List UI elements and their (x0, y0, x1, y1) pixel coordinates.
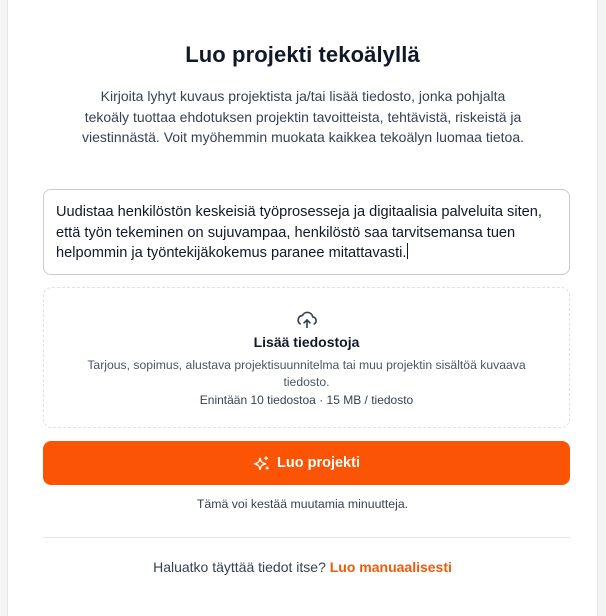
dropzone-help-text: Tarjous, sopimus, alustava projektisuunnitelma tai muu projektin sisältöä kuvaava tiedosto. (87, 358, 526, 389)
manual-create-question: Haluatko täyttää tiedot itse? (153, 559, 326, 575)
duration-note: Tämä voi kestää muutamia minuutteja. (196, 497, 409, 511)
create-manually-link[interactable]: Luo manuaalisesti (329, 559, 452, 575)
page-subtitle: Kirjoita lyhyt kuvaus projektista ja/tai lisää tiedosto, jonka pohjalta tekoäly tuottaa ehdotuksen projektin tavoitteista, tehtävistä, riskeistä ja viestinnästä. Voit myöhemmin muokata kaikkea tekoälyn luomaa tietoa. (81, 88, 524, 145)
project-description-text: Uudistaa henkilöstön keskeisiä työprosesseja ja digitaalisia palveluita siten, että työn tekeminen on sujuvampaa, henkilöstö saa tarvitsemansa tuen helpommin ja työntekijäkokemus paranee mitattavasti. (56, 204, 542, 262)
create-project-button[interactable] (43, 441, 570, 485)
sparkle-icon (253, 455, 270, 472)
project-description-input[interactable] (43, 189, 570, 275)
cloud-upload-icon (296, 309, 318, 331)
file-dropzone[interactable] (43, 287, 570, 428)
text-caret (407, 243, 408, 259)
manual-create-prompt (8, 559, 597, 575)
page-title: Luo projekti tekoälyllä (185, 42, 420, 67)
dropzone-title: Lisää tiedostoja (253, 334, 360, 350)
create-project-button-label: Luo projekti (277, 455, 360, 471)
divider (43, 537, 570, 538)
dropzone-limits: Enintään 10 tiedostoa · 15 MB / tiedosto (199, 393, 414, 407)
create-project-card (7, 0, 598, 616)
